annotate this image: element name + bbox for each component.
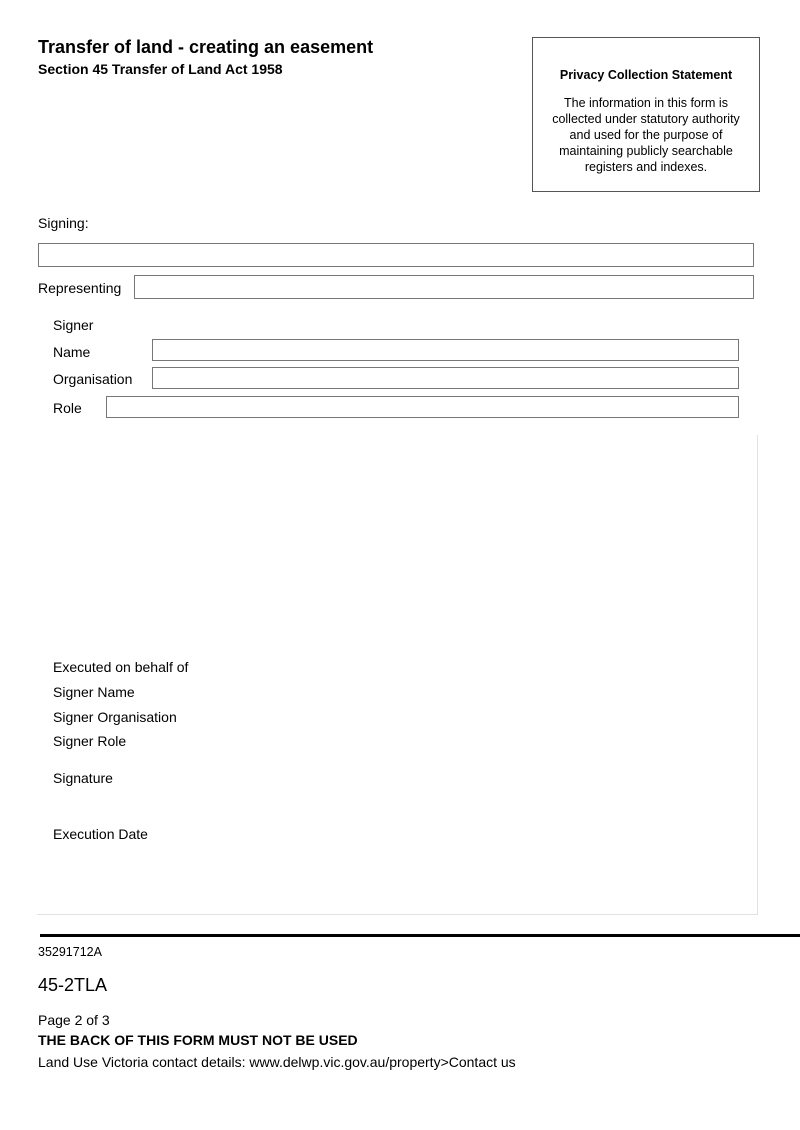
name-field[interactable] xyxy=(152,339,739,361)
role-label: Role xyxy=(53,400,82,416)
document-number: 35291712A xyxy=(38,945,102,959)
back-of-form-warning: THE BACK OF THIS FORM MUST NOT BE USED xyxy=(38,1032,358,1048)
form-subtitle: Section 45 Transfer of Land Act 1958 xyxy=(38,61,283,77)
signer-name-label: Signer Name xyxy=(53,684,135,700)
signing-field[interactable] xyxy=(38,243,754,267)
signature-label: Signature xyxy=(53,770,113,786)
organisation-label: Organisation xyxy=(53,371,133,387)
page-number: Page 2 of 3 xyxy=(38,1012,110,1028)
signer-label: Signer xyxy=(53,317,94,333)
contact-details: Land Use Victoria contact details: www.delwp.vic.gov.au/property>Contact us xyxy=(38,1054,516,1070)
form-title: Transfer of land - creating an easement xyxy=(38,37,374,57)
privacy-statement-box xyxy=(532,37,760,192)
privacy-heading: Privacy Collection Statement xyxy=(559,68,733,82)
executed-on-behalf-label: Executed on behalf of xyxy=(53,659,189,675)
footer-divider xyxy=(40,934,800,937)
execution-panel xyxy=(37,435,758,915)
representing-label: Representing xyxy=(38,280,122,296)
signing-label: Signing: xyxy=(38,215,89,231)
signer-organisation-label: Signer Organisation xyxy=(53,709,177,725)
representing-field[interactable] xyxy=(134,275,754,299)
form-code: 45-2TLA xyxy=(38,975,108,995)
privacy-body: The information in this form is collected under statutory authority and used for the purpose of maintaining publicly searchable registers and indexes. xyxy=(552,96,740,174)
signer-role-label: Signer Role xyxy=(53,733,127,749)
execution-date-label: Execution Date xyxy=(53,826,148,842)
role-field[interactable] xyxy=(106,396,739,418)
organisation-field[interactable] xyxy=(152,367,739,389)
name-label: Name xyxy=(53,344,91,360)
